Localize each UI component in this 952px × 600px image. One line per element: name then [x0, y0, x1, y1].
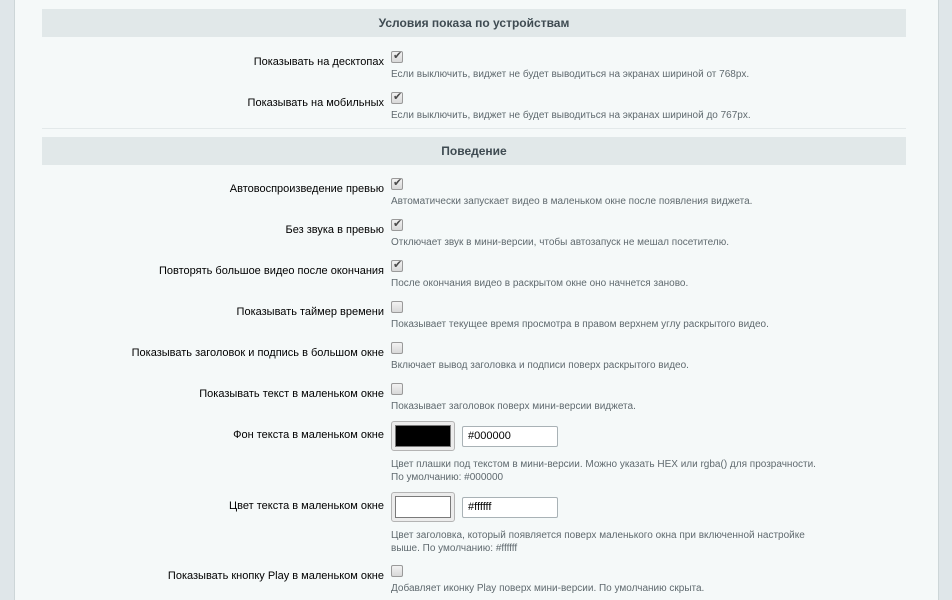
setting-label: Показывать на мобильных [247, 97, 384, 109]
setting-hint: Отключает звук в мини-версии, чтобы автозапуск не мешал посетителю. [391, 237, 729, 248]
checkbox-timer[interactable] [391, 301, 403, 313]
setting-label: Цвет текста в маленьком окне [229, 500, 384, 512]
check-icon: ✔ [393, 218, 403, 230]
checkbox-play-button[interactable] [391, 565, 403, 577]
checkbox-loop[interactable] [391, 260, 403, 272]
section-header-behavior: Поведение [42, 137, 906, 165]
checkbox-text-small[interactable] [391, 383, 403, 395]
setting-label: Без звука в превью [285, 224, 384, 236]
setting-label: Показывать таймер времени [236, 306, 384, 318]
setting-hint: Если выключить, виджет не будет выводиться на экранах шириной до 767px. [391, 110, 751, 121]
setting-label: Фон текста в маленьком окне [233, 429, 384, 441]
setting-label: Показывать кнопку Play в маленьком окне [167, 570, 384, 582]
divider [42, 128, 906, 129]
color-value-input[interactable]: #000000 [462, 426, 558, 447]
color-swatch [395, 425, 451, 447]
check-icon: ✔ [393, 91, 403, 103]
setting-hint: Показывает заголовок поверх мини-версии виджета. [391, 401, 636, 412]
setting-label: Показывать заголовок и подпись в большом окне [131, 347, 384, 359]
color-swatch [395, 496, 451, 518]
color-picker-button[interactable] [391, 492, 455, 522]
checkbox-mobile[interactable] [391, 92, 403, 104]
setting-hint-default: По умолчанию: #000000 [391, 472, 504, 483]
check-icon: ✔ [393, 50, 403, 62]
setting-label: Повторять большое видео после окончания [158, 265, 384, 277]
setting-hint: Добавляет иконку Play поверх мини-версии. По умолчанию скрыта. [391, 583, 705, 594]
setting-label: Показывать текст в маленьком окне [199, 388, 384, 400]
setting-hint: Если выключить, виджет не будет выводиться на экранах шириной от 768px. [391, 69, 750, 80]
setting-hint: Цвет заголовка, который появляется поверх маленького окна при включенной настройке [391, 530, 805, 541]
checkbox-muted[interactable] [391, 219, 403, 231]
setting-hint: Автоматически запускает видео в маленьком окне после появления виджета. [391, 196, 753, 207]
checkbox-title-large[interactable] [391, 342, 403, 354]
checkbox-autoplay[interactable] [391, 178, 403, 190]
section-header-devices: Условия показа по устройствам [42, 9, 906, 37]
color-picker-button[interactable] [391, 421, 455, 451]
checkbox-desktop[interactable] [391, 51, 403, 63]
color-value-input[interactable]: #ffffff [462, 497, 558, 518]
setting-label: Показывать на десктопах [253, 56, 384, 68]
setting-hint: Цвет плашки под текстом в мини-версии. Можно указать HEX или rgba() для прозрачности. [391, 459, 816, 470]
setting-hint: После окончания видео в раскрытом окне оно начнется заново. [391, 278, 689, 289]
check-icon: ✔ [393, 177, 403, 189]
setting-hint-default: выше. По умолчанию: #ffffff [391, 543, 518, 554]
setting-hint: Включает вывод заголовка и подписи поверх раскрытого видео. [391, 360, 689, 371]
settings-panel [14, 0, 939, 600]
setting-hint: Показывает текущее время просмотра в правом верхнем углу раскрытого видео. [391, 319, 769, 330]
setting-label: Автовоспроизведение превью [229, 183, 384, 195]
check-icon: ✔ [393, 259, 403, 271]
